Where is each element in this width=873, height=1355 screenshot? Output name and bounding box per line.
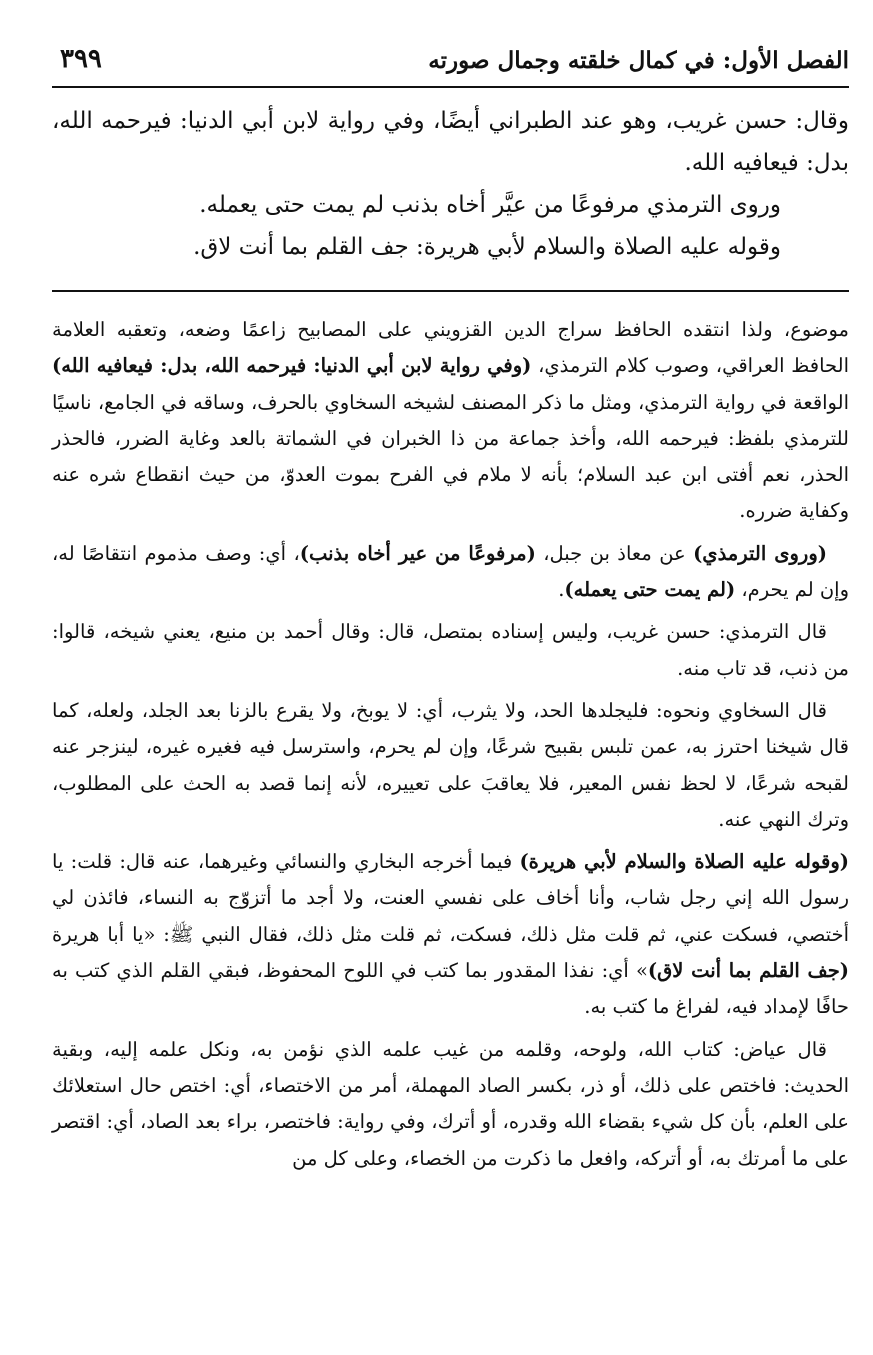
commentary-text: عن معاذ بن جبل، <box>535 541 694 565</box>
chapter-title: الفصل الأول: في كمال خلقته وجمال صورته <box>428 47 849 74</box>
quoted-main-text: (مرفوعًا من عير أخاه بذنب) <box>299 541 536 565</box>
commentary-text: الواقعة في رواية الترمذي، ومثل ما ذكر المصنف لشيخه السخاوي بالحرف، وساقه في الجامع، ناسيًا للترمذي بلفظ: فيرحمه الله، وأخذ جماعة من ذا الخبران في الشماتة بالعد وغاية الضرر، فالحذر الحذر، نعم أفتى ابن عبد السلام؛ بأنه لا ملام في الفرح بموت العدوّ، من حيث انقطاع شره عنه وكفاية ضرره. <box>52 390 849 523</box>
commentary-paragraph <box>52 614 849 687</box>
commentary-text: . <box>558 578 565 602</box>
quoted-main-text: (جف القلم بما أنت لاق) <box>647 959 849 983</box>
quoted-main-text: (وفي رواية لابن أبي الدنيا: فيرحمه الله، بدل: فيعافيه الله) <box>52 354 532 378</box>
section-divider <box>52 290 849 292</box>
main-text-paragraph: وروى الترمذي مرفوعًا من عيَّر أخاه بذنب لم يمت حتى يعمله. <box>199 192 781 218</box>
commentary-paragraph <box>52 312 849 530</box>
main-text <box>52 100 849 268</box>
commentary-paragraph <box>52 844 849 1025</box>
commentary <box>52 312 849 1177</box>
quoted-main-text: (وقوله عليه الصلاة والسلام لأبي هريرة) <box>519 850 849 874</box>
commentary-paragraph <box>52 536 849 609</box>
commentary-text: موضوع، ولذا انتقده الحافظ سراج الدين القزويني على المصابيح زاعمًا وضعه، وتعقبه العلامة الحافظ العراقي، وصوب كلام الترمذي، <box>52 318 849 378</box>
quoted-main-text: (وروى الترمذي) <box>693 541 827 565</box>
commentary-text: » أي: نفذا المقدور بما كتب في اللوح المحفوظ، فبقي القلم الذي كتب به حافًا لإمداد فيه، لفراغ ما كتب به. <box>52 959 849 1019</box>
main-text-paragraph: وقوله عليه الصلاة والسلام لأبي هريرة: جف القلم بما أنت لاق. <box>193 234 781 260</box>
commentary-text: قال الترمذي: حسن غريب، وليس إسناده بمتصل، قال: وقال أحمد بن منيع، يعني شيخه، قالوا: من ذنب، قد تاب منه. <box>52 620 849 680</box>
commentary-paragraph <box>52 693 849 838</box>
commentary-text: فيما أخرجه البخاري والنسائي وغيرهما، عنه قال: قلت: يا رسول الله إني رجل شاب، وأنا أخاف على نفسي العنت، ولا أجد ما أتزوّج به النساء، فائذن لي أختصي، فسكت عني، ثم قلت مثل ذلك، فسكت، ثم قلت مثل ذلك، فقال النبي ﷺ: «يا أبا هريرة <box>52 850 849 946</box>
commentary-text: قال السخاوي ونحوه: فليجلدها الحد، ولا يثرب، أي: لا يوبخ، ولا يقرع بالزنا بعد الجلد، ولعله، كما قال شيخنا احترز به، عمن تلبس بقبيح شرعًا، وإن لم يحرم، واسترسل فيه فغيره غيره، لينزجر عنه لقبحه شرعًا، لا لحظ نفس المعير، فلا يعاقبَ على تعييره، لأنه إنما قصد به الحث على المطلوب، وترك النهي عنه. <box>52 698 849 831</box>
page-header <box>52 30 849 88</box>
main-text-paragraph: وقال: حسن غريب، وهو عند الطبراني أيضًا، وفي رواية لابن أبي الدنيا: فيرحمه الله، بدل: فيعافيه الله. <box>52 108 849 176</box>
commentary-text: ، أي: وصف مذموم انتقاصًا له، وإن لم يحرم، <box>52 541 849 602</box>
page-number: ٣٩٩ <box>60 44 102 74</box>
book-page <box>52 30 849 1183</box>
quoted-main-text: (لم يمت حتى يعمله) <box>564 578 736 602</box>
commentary-text: قال عياض: كتاب الله، ولوحه، وقلمه من غيب علمه الذي نؤمن به، ونكل علمه إليه، وبقية الحديث: فاختص على ذلك، أو ذر، بكسر الصاد المهملة، أمر من الاختصاء، أي: اختص حال استعلائك على العلم، بأن كل شيء بقضاء الله وقدره، أو أترك، وفي رواية: فاختصر، براء بعد الصاد، أي: اقتصر على ما أمرتك به، أو أتركه، وافعل ما ذكرت من الخصاء، وعلى كل من <box>52 1037 849 1170</box>
commentary-paragraph <box>52 1032 849 1177</box>
